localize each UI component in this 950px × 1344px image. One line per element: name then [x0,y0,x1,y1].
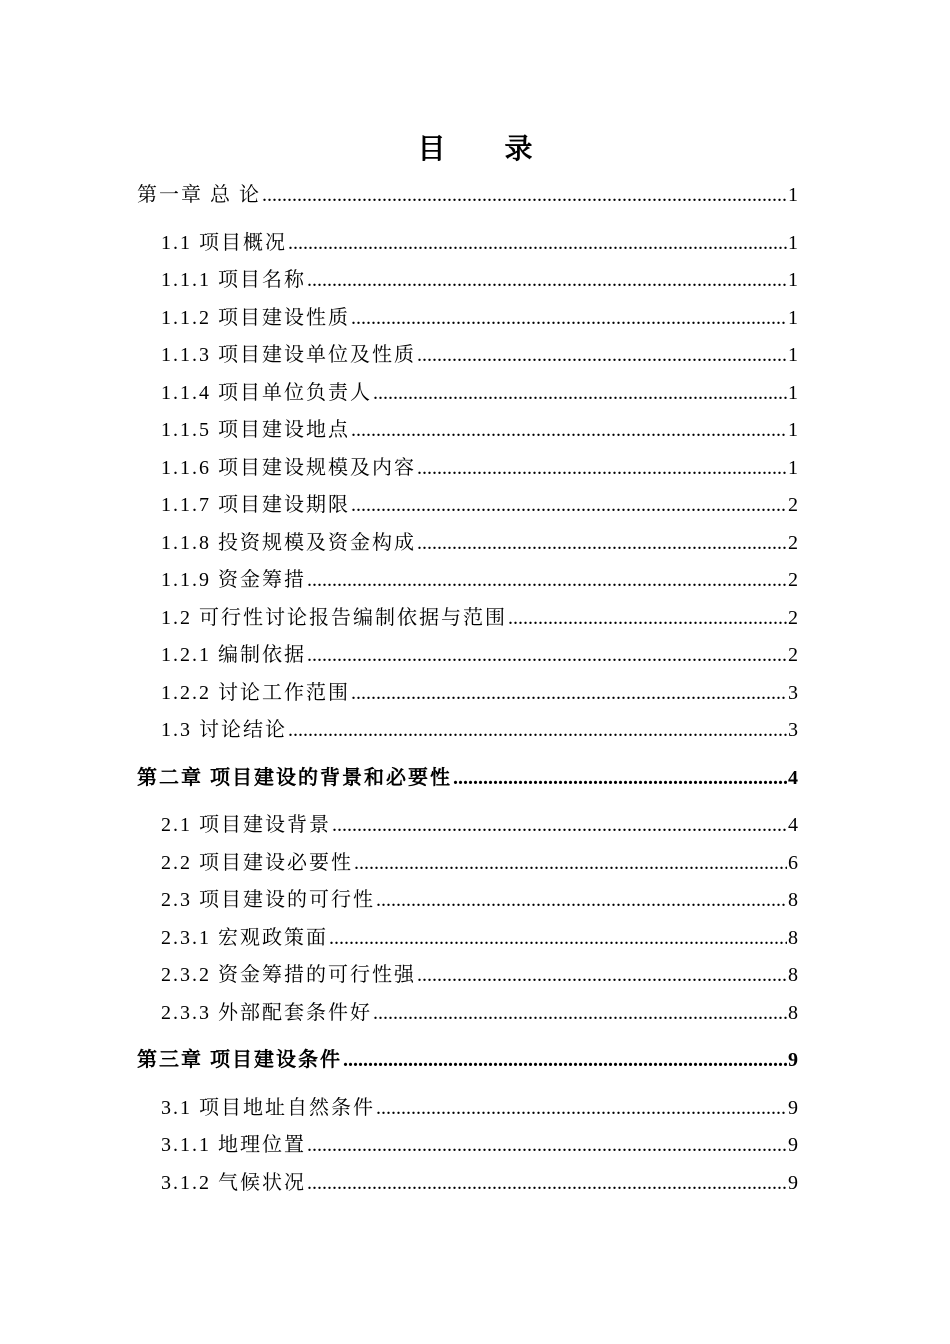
dot-leader [351,675,787,713]
dot-leader [508,600,787,638]
toc-chapter-entry[interactable] [0,1042,798,1080]
toc-page-number: 4 [788,766,798,789]
dot-leader [332,807,787,845]
toc-entry-label: 1.1.5 项目建设地点 [161,419,350,441]
toc-page-number: 9 [788,1049,798,1071]
dot-leader [417,525,787,563]
toc-page-number: 2 [788,531,798,554]
toc-section-entry[interactable] [0,882,798,920]
toc-entry-label: 1.2 可行性讨论报告编制依据与范围 [161,606,507,629]
toc-entry-label: 第二章 项目建设的背景和必要性 [137,766,452,789]
dot-leader [376,882,787,920]
dot-leader [453,760,787,798]
dot-leader [373,995,787,1033]
toc-entry-label: 1.1.1 项目名称 [161,269,306,291]
toc-entry-label: 2.3 项目建设的可行性 [161,889,375,911]
toc-page-number: 2 [788,606,798,629]
toc-entry-label: 3.1 项目地址自然条件 [161,1096,375,1119]
toc-page-number: 1 [788,269,798,291]
dot-leader [307,562,787,600]
toc-section-entry[interactable] [0,562,798,600]
toc-page-number: 9 [788,1096,798,1119]
toc-section-entry[interactable] [0,300,798,338]
dot-leader [307,637,787,675]
toc-page-number: 6 [788,851,798,874]
toc-section-entry[interactable] [0,675,798,713]
toc-section-entry[interactable] [0,337,798,375]
toc-page-number: 4 [788,814,798,836]
dot-leader [417,450,787,488]
toc-page-number: 2 [788,644,798,666]
toc-entry-label: 2.2 项目建设必要性 [161,851,353,874]
dot-leader [351,487,787,525]
toc-section-entry[interactable] [0,1165,798,1203]
toc-section-entry[interactable] [0,525,798,563]
toc-section-entry[interactable] [0,1127,798,1165]
dot-leader [373,375,787,413]
toc-page-number: 8 [788,926,798,949]
toc-entry-label: 2.3.2 资金筹措的可行性强 [161,964,416,986]
dot-leader [417,957,787,995]
toc-entry-label: 1.3 讨论结论 [161,719,287,741]
toc-page-number: 1 [788,306,798,329]
dot-leader [307,262,787,300]
toc-section-entry[interactable] [0,845,798,883]
toc-entry-label: 第一章 总 论 [137,184,261,206]
dot-leader [343,1042,787,1080]
toc-title: 目 录 [417,134,559,165]
toc-section-entry[interactable] [0,450,798,488]
toc-section-entry[interactable] [0,1090,798,1128]
toc-page-number: 1 [788,231,798,254]
dot-leader [288,712,787,750]
dot-leader [288,225,787,263]
toc-section-entry[interactable] [0,995,798,1033]
toc-entry-label: 1.1 项目概况 [161,231,287,254]
dot-leader [329,920,787,958]
toc-entry-label: 1.1.4 项目单位负责人 [161,381,372,404]
dot-leader [417,337,787,375]
toc-entry-label: 1.2.2 讨论工作范围 [161,681,350,704]
toc-page-number: 2 [788,569,798,591]
toc-page-number: 9 [788,1171,798,1194]
dot-leader [351,412,787,450]
table-of-contents [0,177,950,1202]
toc-chapter-entry[interactable] [0,177,798,215]
toc-entry-label: 3.1.1 地理位置 [161,1134,306,1156]
toc-entry-label: 1.1.8 投资规模及资金构成 [161,531,416,554]
dot-leader [351,300,787,338]
dot-leader [354,845,787,883]
toc-section-entry[interactable] [0,487,798,525]
dot-leader [262,177,787,215]
toc-entry-label: 1.1.3 项目建设单位及性质 [161,344,416,366]
toc-entry-label: 3.1.2 气候状况 [161,1171,306,1194]
dot-leader [376,1090,787,1128]
toc-section-entry[interactable] [0,957,798,995]
toc-page-number: 2 [788,494,798,516]
toc-section-entry[interactable] [0,807,798,845]
toc-section-entry[interactable] [0,262,798,300]
toc-page-number: 8 [788,964,798,986]
toc-section-entry[interactable] [0,637,798,675]
toc-chapter-entry[interactable] [0,760,798,798]
toc-entry-label: 1.1.2 项目建设性质 [161,306,350,329]
toc-entry-label: 1.1.6 项目建设规模及内容 [161,456,416,479]
toc-section-entry[interactable] [0,412,798,450]
toc-page-number: 3 [788,681,798,704]
toc-page-number: 1 [788,381,798,404]
toc-page-number: 8 [788,889,798,911]
toc-page-number: 1 [788,344,798,366]
toc-entry-label: 1.1.9 资金筹措 [161,569,306,591]
dot-leader [307,1165,787,1203]
dot-leader [307,1127,787,1165]
toc-page-number: 8 [788,1001,798,1024]
toc-entry-label: 1.2.1 编制依据 [161,644,306,666]
toc-entry-label: 2.3.1 宏观政策面 [161,926,328,949]
toc-page-number: 3 [788,719,798,741]
toc-entry-label: 2.1 项目建设背景 [161,814,331,836]
toc-page-number: 9 [788,1134,798,1156]
toc-section-entry[interactable] [0,225,798,263]
toc-section-entry[interactable] [0,600,798,638]
toc-section-entry[interactable] [0,920,798,958]
toc-page-number: 1 [788,419,798,441]
toc-entry-label: 2.3.3 外部配套条件好 [161,1001,372,1024]
toc-page-number: 1 [788,456,798,479]
toc-page-number: 1 [788,184,798,206]
toc-entry-label: 1.1.7 项目建设期限 [161,494,350,516]
toc-section-entry[interactable] [0,712,798,750]
toc-entry-label: 第三章 项目建设条件 [137,1049,342,1071]
toc-section-entry[interactable] [0,375,798,413]
